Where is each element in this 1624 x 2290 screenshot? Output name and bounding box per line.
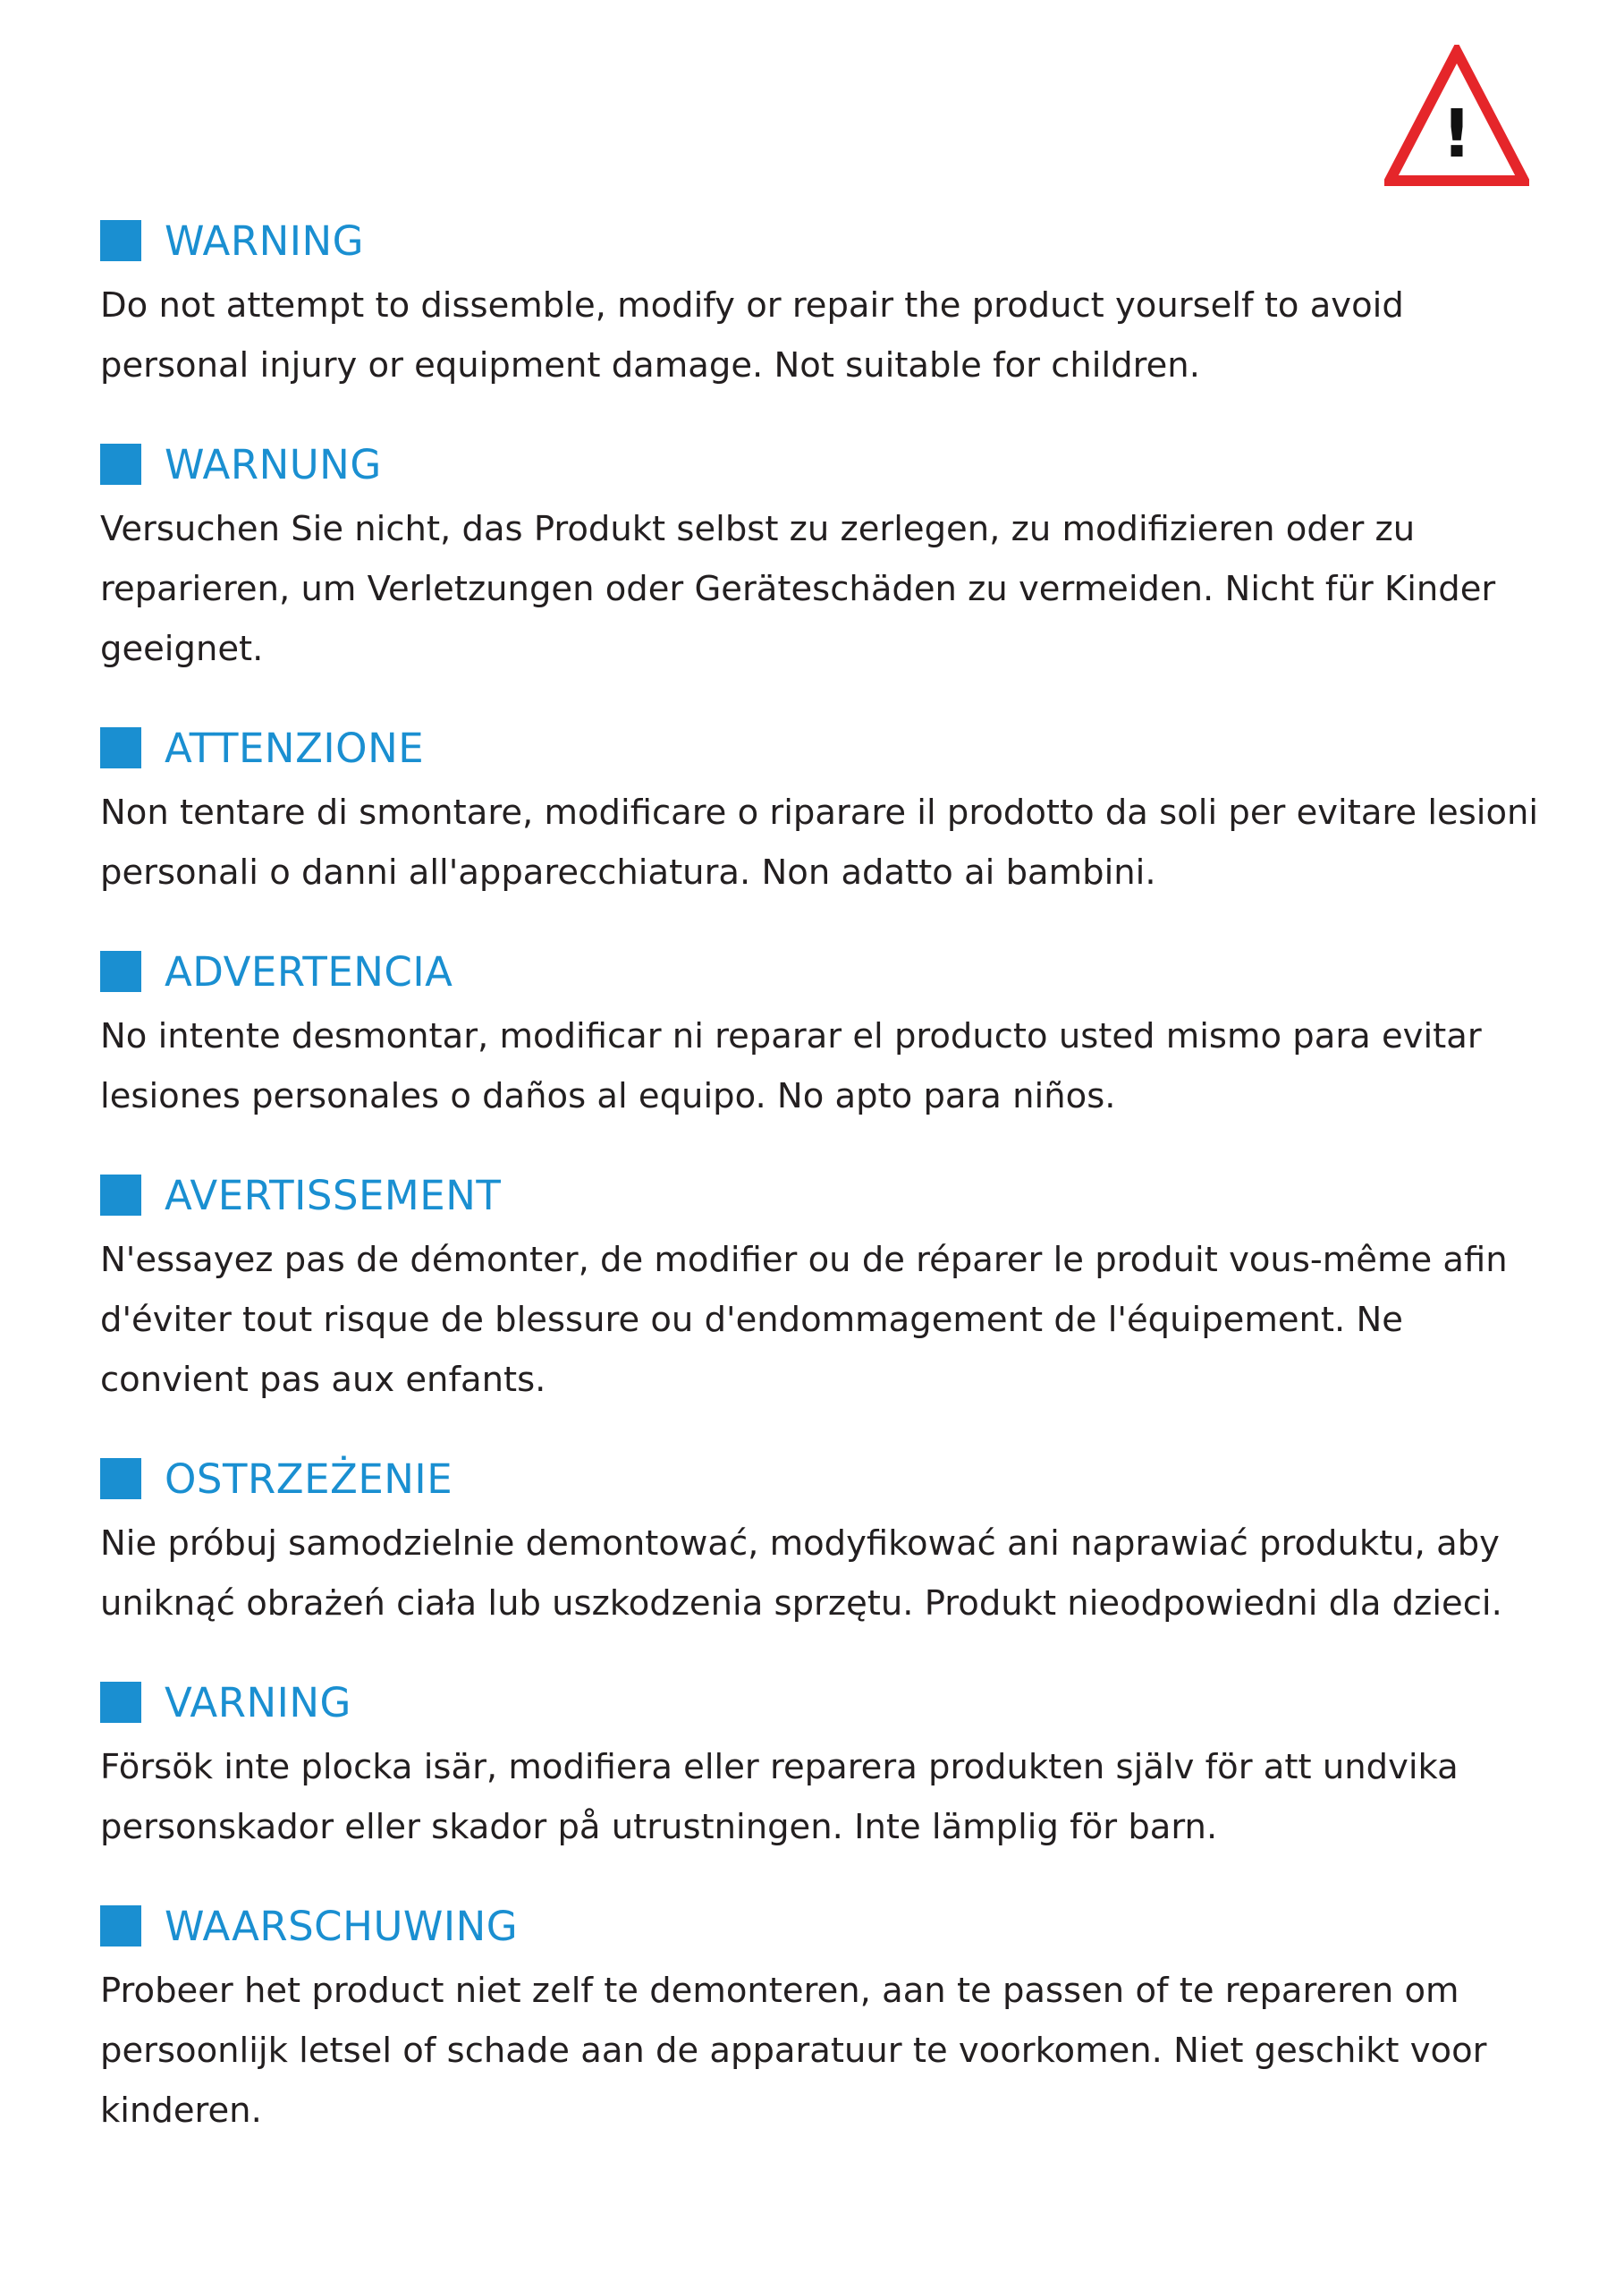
section-heading-row	[100, 1447, 1560, 1510]
section-heading: WARNUNG	[165, 440, 382, 488]
heading-bullet-square	[100, 1175, 141, 1216]
section-heading-row	[100, 717, 1560, 779]
warning-section-polish	[100, 1447, 1560, 1633]
section-heading: AVERTISSEMENT	[165, 1171, 502, 1219]
section-body: Non tentare di smontare, modificare o riparare il prodotto da soli per evitare lesioni personali o danni all'apparecchiatura. Non adatto ai bambini.	[100, 793, 1539, 893]
section-heading-row	[100, 433, 1560, 496]
section-heading: OSTRZEŻENIE	[165, 1455, 453, 1503]
heading-bullet-square	[100, 727, 141, 768]
section-body: Probeer het product niet zelf te demonteren, aan te passen of te repareren om persoonlijk letsel of schade aan de apparatuur te voorkomen. Niet geschikt voor kinderen.	[100, 1971, 1487, 2131]
section-body: Försök inte plocka isär, modifiera eller reparera produkten själv för att undvika personskador eller skador på utrustningen. Inte lämplig för barn.	[100, 1747, 1459, 1847]
warning-section-swedish	[100, 1671, 1560, 1857]
warning-section-english	[100, 209, 1560, 395]
heading-bullet-square	[100, 1905, 141, 1946]
section-heading: ADVERTENCIA	[165, 947, 453, 996]
section-body: N'essayez pas de démonter, de modifier ou de réparer le produit vous-même afin d'éviter tout risque de blessure ou d'endommagement de l'équipement. Ne convient pas aux enfants.	[100, 1240, 1508, 1400]
warning-triangle-icon	[1384, 45, 1529, 188]
section-body: No intente desmontar, modificar ni reparar el producto usted mismo para evitar lesiones personales o daños al equipo. No apto para niños.	[100, 1016, 1482, 1116]
section-heading-row	[100, 1164, 1560, 1226]
section-heading: WARNING	[165, 216, 365, 265]
section-heading-row	[100, 1895, 1560, 1957]
warning-section-dutch	[100, 1895, 1560, 2141]
warning-section-spanish	[100, 940, 1560, 1126]
section-heading: ATTENZIONE	[165, 724, 425, 772]
heading-bullet-square	[100, 444, 141, 485]
heading-bullet-square	[100, 951, 141, 992]
section-heading-row	[100, 209, 1560, 272]
section-body: Do not attempt to dissemble, modify or repair the product yourself to avoid personal injury or equipment damage. Not suitable for children.	[100, 285, 1404, 386]
warning-section-french	[100, 1164, 1560, 1410]
heading-bullet-square	[100, 1458, 141, 1499]
section-heading: VARNING	[165, 1678, 351, 1726]
warning-sections	[100, 209, 1560, 2178]
warning-section-italian	[100, 717, 1560, 903]
section-heading-row	[100, 1671, 1560, 1734]
heading-bullet-square	[100, 1682, 141, 1723]
exclamation-glyph: !	[1442, 96, 1472, 173]
section-heading: WAARSCHUWING	[165, 1902, 519, 1950]
section-body: Nie próbuj samodzielnie demontować, modyfikować ani naprawiać produktu, aby uniknąć obrażeń ciała lub uszkodzenia sprzętu. Produkt nieodpowiedni dla dzieci.	[100, 1523, 1502, 1624]
heading-bullet-square	[100, 220, 141, 261]
section-heading-row	[100, 940, 1560, 1003]
warning-section-german	[100, 433, 1560, 679]
section-body: Versuchen Sie nicht, das Produkt selbst zu zerlegen, zu modifizieren oder zu reparieren, um Verletzungen oder Geräteschäden zu vermeiden. Nicht für Kinder geeignet.	[100, 509, 1496, 669]
